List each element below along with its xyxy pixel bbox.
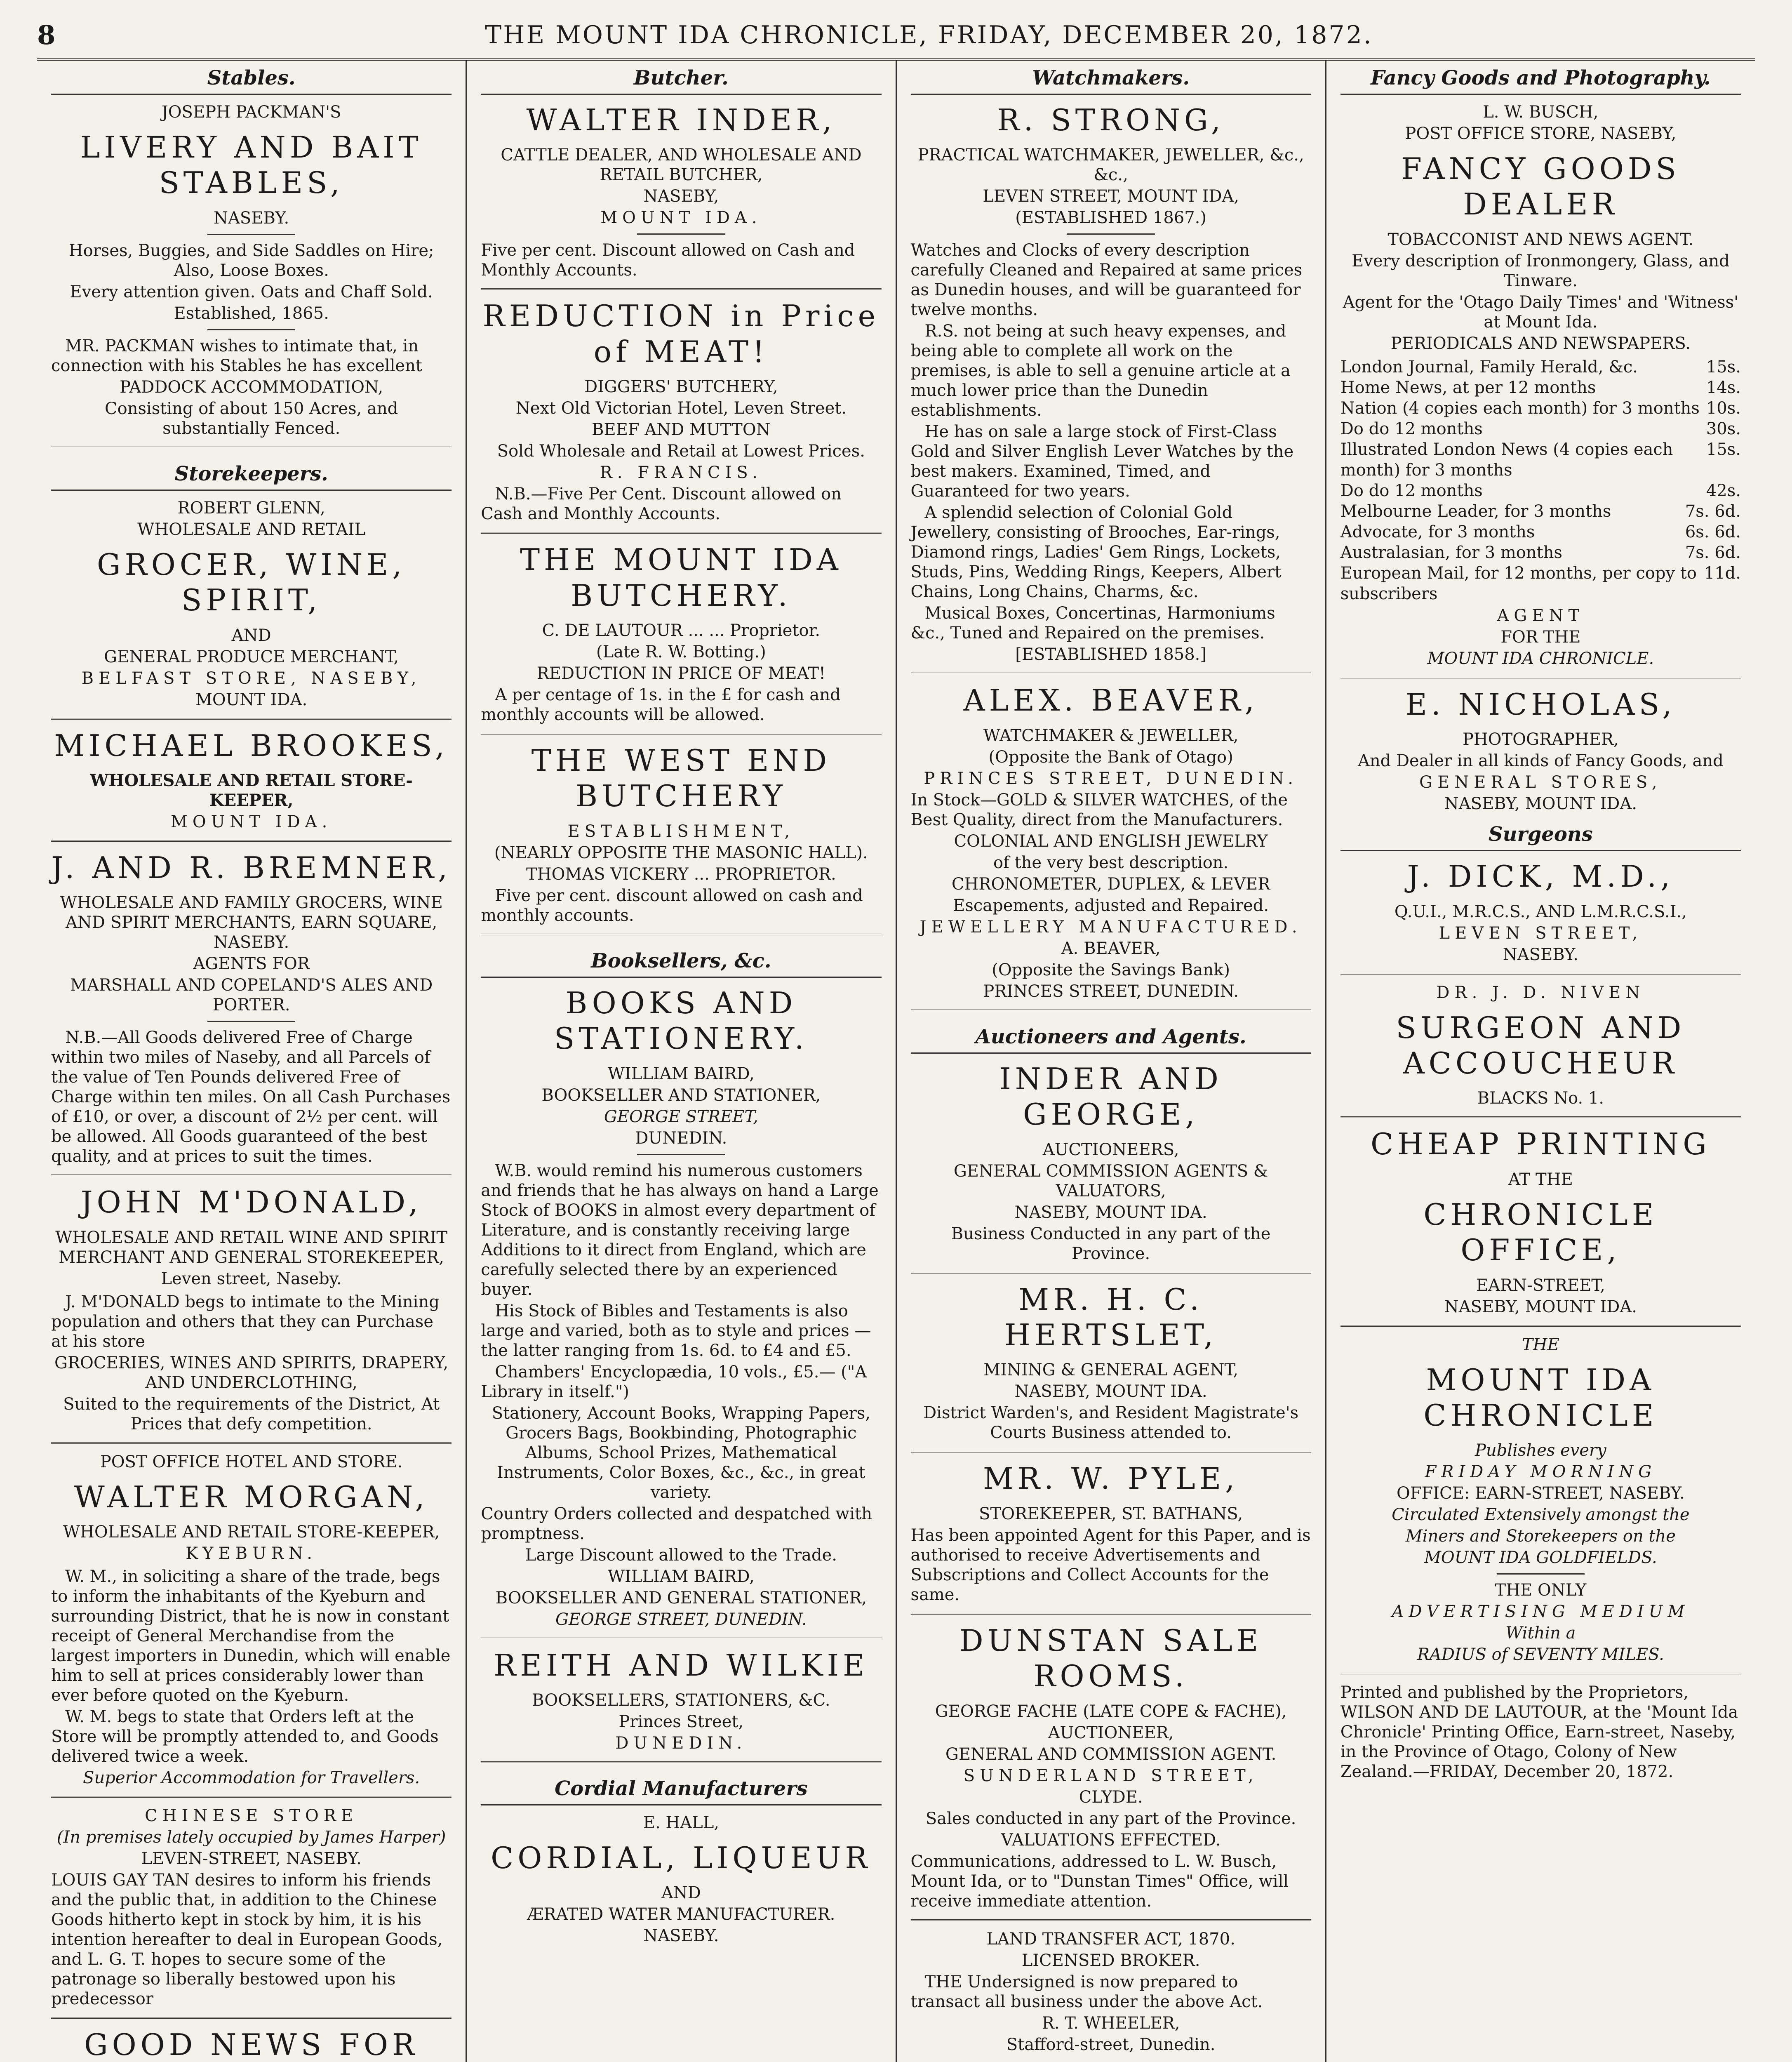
advertisement [51,498,452,710]
price-item: Melbourne Leader, for 3 months [1340,501,1611,521]
ad-text: ROBERT GLENN, [177,498,325,518]
ad-text: DUNEDIN. [635,1128,727,1148]
ad-text: JOSEPH PACKMAN'S [161,103,341,122]
ad-text: CHINESE STORE [145,1806,358,1826]
ad-text: THE WEST END BUTCHERY [531,743,831,814]
price-list-row [1340,398,1741,419]
ad-text: J. M'DONALD begs to intimate to the Mining population and others that they can Purchase at his store [51,1292,440,1351]
ad-text: R. STRONG, [997,103,1225,137]
section-heading: Watchmakers. [911,61,1311,95]
column-rule [51,1175,452,1176]
advertisement [51,2027,452,2062]
price-value: 14s. [1706,378,1741,397]
price-value: 10s. [1706,398,1741,418]
advertisement-columns [37,61,1755,2062]
ad-text: CHRONICLE OFFICE, [1423,1197,1658,1268]
ad-text: Five per cent. Discount allowed on Cash and Monthly Accounts. [481,241,855,280]
price-value: 30s. [1706,419,1741,438]
ad-text: OFFICE: EARN-STREET, NASEBY. [1396,1484,1685,1503]
ad-text: Consisting of about 150 Acres, and substantially Fenced. [105,399,398,438]
ad-text: Sales conducted in any part of the Province. [925,1809,1296,1828]
ad-text: AND [661,1883,701,1903]
ad-text: District Warden's, and Resident Magistrate's Courts Business attended to. [923,1403,1299,1443]
column-rule [1340,677,1741,678]
ad-text: E. HALL, [643,1813,719,1832]
ad-text: NASEBY, MOUNT IDA. [1444,794,1637,814]
ad-text: (In premises lately occupied by James Harper) [56,1828,446,1847]
advertisement [51,1028,452,1166]
price-list-row [1340,563,1741,604]
ad-text: Musical Boxes, Concertinas, Harmoniums &c., Tuned and Repaired on the premises. [910,604,1275,643]
ad-text: Superior Accommodation for Travellers. [83,1768,420,1788]
advertisement [51,1292,452,1434]
ad-text: BEEF AND MUTTON [592,420,771,440]
ad-text: STOREKEEPER, ST. BATHANS, [979,1504,1243,1523]
ad-text: J. AND R. BREMNER, [51,850,452,885]
ad-text: PRACTICAL WATCHMAKER, JEWELLER, &c., &c., [917,146,1304,185]
ad-text: MINING & GENERAL AGENT, [983,1361,1238,1380]
ad-text: GENERAL COMMISSION AGENTS & VALUATORS, [953,1161,1268,1200]
advertisement [481,1648,881,1753]
section-heading: Fancy Goods and Photography. [1340,61,1741,95]
ad-text: CHRONOMETER, DUPLEX, & LEVER [951,874,1270,894]
ad-text: JEWELLERY MANUFACTURED. [920,917,1302,937]
ad-text: REDUCTION IN PRICE OF MEAT! [536,664,826,683]
advertisement [1340,687,1741,814]
price-item: Nation (4 copies each month) for 3 months [1340,398,1700,418]
column-rule [911,673,1311,674]
advertisement [481,240,881,280]
section-heading: Storekeepers. [51,457,452,491]
column-2 [466,61,895,2062]
ad-text: L. W. BUSCH, [1483,103,1599,122]
ad-text: TOBACCONIST AND NEWS AGENT. [1388,230,1694,249]
price-item: Do do 12 months [1340,481,1483,500]
advertisement [51,1567,452,1788]
ad-text: MOUNT IDA CHRONICLE. [1427,649,1654,668]
ad-text: CORDIAL, LIQUEUR [491,1840,872,1875]
ad-text: He has on sale a large stock of First-Class Gold and Silver English Lever Watches by the best makers. Examined, Timed, and Guaranteed for two years. [910,422,1294,501]
price-item: Home News, at per 12 months [1340,378,1596,397]
advertisement [1340,859,1741,964]
short-rule [1067,233,1155,235]
advertisement [481,542,881,725]
ad-text: CATTLE DEALER, AND WHOLESALE AND RETAIL BUTCHER, [501,146,862,185]
ad-text: ADVERTISING MEDIUM [1392,1602,1690,1622]
column-rule [51,2017,452,2019]
ad-text: RADIUS of SEVENTY MILES. [1417,1645,1664,1664]
ad-text: AT THE [1508,1170,1573,1189]
price-list-row [1340,419,1741,439]
ad-text: Publishes every [1475,1441,1606,1460]
price-item: Australasian, for 3 months [1340,543,1562,562]
column-rule [51,718,452,720]
ad-text: LAND TRANSFER ACT, 1870. [986,1929,1235,1949]
ad-text: A splendid selection of Colonial Gold Jewellery, consisting of Brooches, Ear-rings, Diamond rings, Ladies' Gem Rings, Lockets, Studs, Pins, Wedding Rings, Keepers, Albert Chains, Long Chains, Charms, &c. [910,503,1282,602]
ad-text: BLACKS No. 1. [1477,1089,1604,1108]
ad-text: of the very best description. [993,853,1229,872]
ad-text: THE ONLY [1495,1581,1587,1600]
ad-text: WHOLESALE AND RETAIL [137,520,366,539]
ad-text: WALTER INDER, [526,103,836,137]
ad-text: SURGEON AND ACCOUCHEUR [1396,1010,1686,1080]
ad-text: AGENTS FOR [193,954,310,974]
column-rule [911,1010,1311,1011]
ad-text: AUCTIONEERS, [1042,1140,1179,1159]
price-value: 7s. 6d. [1685,501,1741,521]
ad-text: THE Undersigned is now prepared to transact all business under the above Act. [910,1972,1263,2011]
price-list-row [1340,439,1741,480]
ad-text: Circulated Extensively amongst the [1392,1505,1690,1525]
column-rule [51,1442,452,1444]
advertisement [1340,1126,1741,1316]
ad-text: FANCY GOODS DEALER [1401,151,1680,222]
ad-text: GEORGE STREET, DUNEDIN. [555,1610,807,1629]
ad-text: (Opposite the Savings Bank) [992,960,1230,979]
advertisement [911,1461,1311,1604]
ad-text: BOOKSELLER AND STATIONER, [541,1085,821,1105]
ad-text: GOOD NEWS FOR [84,2027,419,2062]
advertisement [481,102,881,228]
ad-text: NASEBY. [1503,945,1578,964]
advertisement [481,1813,881,1946]
ad-text: PERIODICALS AND NEWSPAPERS. [1390,334,1691,353]
price-item: London Journal, Family Herald, &c. [1340,357,1638,377]
advertisement [51,1452,452,1563]
ad-text: Chambers' Encyclopædia, 10 vols., £5.— ("A Library in itself.") [481,1362,867,1401]
ad-text: Within a [1505,1624,1576,1643]
ad-text: WALTER MORGAN, [74,1479,429,1514]
ad-text: SUNDERLAND STREET, [963,1766,1258,1785]
ad-text: BOOKS AND STATIONERY. [554,985,808,1056]
ad-text: GENERAL AND COMMISSION AGENT. [945,1744,1277,1764]
ad-text: Miners and Storekeepers on the [1405,1527,1676,1546]
ad-text: J. DICK, M.D., [1407,859,1674,894]
price-list-row [1340,480,1741,501]
ad-text: MARSHALL AND COPELAND'S ALES AND PORTER. [70,976,433,1015]
newspaper-title: THE MOUNT IDA CHRONICLE, FRIDAY, DECEMBER 20, 1872. [485,21,1373,49]
price-list-row [1340,501,1741,522]
ad-text: Communications, addressed to L. W. Busch, Mount Ida, or to "Dunstan Times" Office, will receive immediate attention. [910,1852,1289,1911]
advertisement [911,1282,1311,1443]
ad-text: DUNEDIN. [615,1733,747,1753]
price-value: 11d. [1704,563,1741,583]
short-rule [637,1154,725,1155]
ad-text: Escapements, adjusted and Repaired. [953,896,1269,915]
price-value: 15s. [1706,357,1741,377]
ad-text: Q.U.I., M.R.C.S., AND L.M.R.C.S.I., [1394,902,1687,921]
section-heading: Butcher. [481,61,881,95]
ad-text: DIGGERS' BUTCHERY, [584,377,778,397]
ad-text: W. M., in soliciting a share of the trade, begs to inform the inhabitants of the Kyeburn and surrounding District, that he is now in constant receipt of General Merchandise from the largest importers in Dunedin, which will enable him to sell at prices considerably lower than ever before quoted on the Kyeburn. [51,1567,451,1705]
column-rule [481,532,881,534]
ad-text: WHOLESALE AND FAMILY GROCERS, WINE AND SPIRIT MERCHANTS, EARN SQUARE, NASEBY. [60,893,443,952]
advertisement [481,1161,881,1629]
ad-text: THE [1522,1335,1559,1354]
ad-text: His Stock of Bibles and Testaments is also large and varied, both as to style and prices —the latter ranging from 1s. 6d. to £4 and £5. [481,1301,871,1360]
column-rule [51,1796,452,1798]
column-rule [51,840,452,842]
advertisement [911,102,1311,228]
ad-text: MOUNT IDA GOLDFIELDS. [1424,1548,1657,1568]
ad-text: ÆRATED WATER MANUFACTURER. [527,1905,835,1924]
page-number: 8 [37,19,56,51]
price-value: 7s. 6d. [1685,543,1741,562]
ad-text: In Stock—GOLD & SILVER WATCHES, of the Best Quality, direct from the Manufacturers. [910,790,1288,829]
ad-text: FRIDAY MORNING [1425,1462,1657,1482]
price-value: 6s. 6d. [1685,522,1741,541]
advertisement [911,683,1311,1001]
advertisement [481,743,881,925]
ad-text: WHOLESALE AND RETAIL WINE AND SPIRIT MERCHANT AND GENERAL STOREKEEPER, [55,1228,448,1267]
column-rule [1340,1673,1741,1674]
ad-text: ESTABLISHMENT, [567,822,795,841]
ad-text: LIVERY AND BAIT STABLES, [80,130,423,200]
price-list [1340,357,1741,604]
ad-text: GENERAL PRODUCE MERCHANT, [104,647,399,666]
column-rule [481,288,881,290]
column-rule [1340,1325,1741,1327]
column-rule [481,1761,881,1763]
ad-text: AGENT [1497,606,1585,625]
advertisement [911,1061,1311,1264]
ad-text: THOMAS VICKERY ... PROPRIETOR. [526,864,836,884]
ad-text: LEVEN STREET, [1439,923,1643,943]
ad-text: GENERAL STORES, [1419,773,1662,792]
ad-text: Has been appointed Agent for this Paper, and is authorised to receive Advertisements and Subscriptions and Collect Accounts for the same. [910,1525,1311,1604]
ad-text: R.S. not being at such heavy expenses, and being able to complete all work on the premises, is able to sell a genuine article at a much lower price than the Dunedin establishments. [910,322,1291,420]
ad-text: NASEBY, MOUNT IDA. [1014,1382,1207,1401]
advertisement [51,102,452,228]
ad-text: Suited to the requirements of the District, At Prices that defy competition. [63,1394,440,1434]
ad-text: And Dealer in all kinds of Fancy Goods, and [1357,751,1724,771]
column-4 [1325,61,1755,2062]
column-rule [911,1613,1311,1615]
ad-text: Every attention given. Oats and Chaff Sold. [70,282,433,301]
ad-text: DUNSTAN SALE ROOMS. [959,1623,1263,1694]
ad-text: C. DE LAUTOUR ... ... Proprietor. [542,621,821,640]
ad-text: Business Conducted in any part of the Province. [951,1224,1271,1263]
section-heading: Booksellers, &c. [481,944,881,978]
ad-text: NASEBY, [643,187,719,206]
ad-text: CHEAP PRINTING [1370,1127,1711,1162]
ad-text: WILLIAM BAIRD, [607,1567,755,1586]
ad-text: COLONIAL AND ENGLISH JEWELRY [954,831,1268,851]
advertisement [51,336,452,438]
ad-text: POST OFFICE HOTEL AND STORE. [100,1452,403,1471]
column-rule [481,733,881,734]
ad-text: BOOKSELLER AND GENERAL STATIONER, [495,1588,867,1608]
ad-text: Horses, Buggies, and Side Saddles on Hire; Also, Loose Boxes. [68,241,434,280]
ad-text: GEORGE STREET, [604,1107,758,1126]
ad-text: N.B.—Five Per Cent. Discount allowed on Cash and Monthly Accounts. [481,485,842,524]
advertisement [911,240,1311,664]
advertisement [1340,1335,1741,1568]
price-item: Advocate, for 3 months [1340,522,1535,541]
advertisement [51,1184,452,1288]
ad-text: MR. PACKMAN wishes to intimate that, in connection with his Stables he has excellent [51,336,422,375]
ad-text: N.B.—All Goods delivered Free of Charge within two miles of Naseby, and all Parcels of the value of Ten Pounds delivered Free of Charge within ten miles. On all Cash Purchases of £10, or over, a discount of 2½ per cent. will be allowed. All Goods guaranteed of the best quality, and at prices to suit the times. [51,1028,451,1166]
short-rule [1497,1573,1585,1575]
short-rule [207,234,296,235]
ad-text: BOOKSELLERS, STATIONERS, &C. [532,1690,830,1710]
advertisement [51,850,452,1015]
ad-text: (ESTABLISHED 1867.) [1015,208,1206,228]
ad-text: Sold Wholesale and Retail at Lowest Prices. [497,442,865,461]
ad-text: MOUNT IDA. [195,690,308,709]
short-rule [207,1021,296,1022]
ad-text: WHOLESALE AND RETAIL STORE-KEEPER, [90,770,413,810]
ad-text: LOUIS GAY TAN desires to inform his friends and the public that, in addition to the Chinese Goods hitherto kept in stock by him, it is his intention hereafter to deal in European Goods, and L. G. T. hopes to secure some of the patronage so liberally bestowed upon his predecessor [51,1871,443,2009]
price-list-row [1340,377,1741,398]
advertisement [51,1806,452,2009]
ad-text: MR. H. C. HERTSLET, [1004,1282,1218,1352]
column-1 [37,61,466,2062]
ad-text: Next Old Victorian Hotel, Leven Street. [515,399,847,418]
ad-text: DR. J. D. NIVEN [1436,983,1645,1002]
short-rule [637,233,725,235]
advertisement [51,728,452,832]
section-heading: Auctioneers and Agents. [911,1019,1311,1054]
ad-text: MR. W. PYLE, [983,1461,1239,1496]
ad-text: MOUNT IDA. [600,208,762,228]
ad-text: Agent for the 'Otago Daily Times' and 'Witness' at Mount Ida. [1343,292,1739,332]
column-rule [1340,973,1741,975]
section-heading: Stables. [51,61,452,95]
ad-text: Leven street, Naseby. [161,1269,342,1288]
price-list-row [1340,542,1741,563]
ad-text: E. NICHOLAS, [1405,687,1676,722]
ad-text: MOUNT IDA CHRONICLE [1423,1362,1658,1433]
ad-text: LEVEN STREET, MOUNT IDA, [983,187,1239,206]
ad-text: W.B. would remind his numerous customers and friends that he has always on hand a Large Stock of BOOKS in almost every department of Literature, and is constantly receiving large Additions to it direct from England, which are carefully selected there by an experienced buyer. [481,1161,879,1299]
ad-text: Country Orders collected and despatched with promptness. [481,1504,872,1543]
ad-text: A per centage of 1s. in the £ for cash and monthly accounts will be allowed. [481,685,841,724]
column-3 [896,61,1325,2062]
ad-text: GEORGE FACHE (LATE COPE & FACHE), [935,1702,1287,1721]
price-value: 42s. [1706,481,1741,500]
ad-text: EARN-STREET, [1476,1276,1605,1295]
ad-text: BELFAST STORE, NASEBY, [81,669,421,688]
price-item: Illustrated London News (4 copies each month) for 3 months [1340,440,1673,480]
ad-text: AUCTIONEER, [1048,1723,1174,1742]
advertisement [1340,1580,1741,1664]
column-rule [481,934,881,935]
advertisement [1340,1683,1741,1782]
ad-text: Five per cent. discount allowed on cash and monthly accounts. [481,886,863,925]
ad-text: Stationery, Account Books, Wrapping Papers, Grocers Bags, Bookbinding, Photographic Albums, School Prizes, Mathematical Instruments, Color Boxes, &c., &c., in great variety. [492,1403,871,1502]
ad-text: WATCHMAKER & JEWELLER, [983,726,1239,745]
masthead [37,12,1755,61]
advertisement [1340,606,1741,669]
ad-text: VALUATIONS EFFECTED. [1001,1830,1221,1850]
ad-text: A. BEAVER, [1061,939,1161,958]
ad-text: Established, 1865. [174,304,329,323]
short-rule [207,329,296,330]
column-rule [51,447,452,448]
advertisement [51,241,452,323]
advertisement [911,1929,1311,2055]
ad-text: NASEBY. [214,208,289,228]
ad-text: REITH AND WILKIE [494,1648,869,1683]
price-item: European Mail, for 12 months, per copy to subscribers [1340,563,1697,603]
ad-text: JOHN M'DONALD, [80,1185,422,1220]
price-value: 15s. [1706,440,1741,459]
column-rule [911,1272,1311,1273]
ad-text: NASEBY. [643,1926,719,1946]
ad-text: AND [231,626,271,645]
ad-text: MOUNT IDA. [170,812,332,831]
ad-text: PRINCES STREET, DUNEDIN. [983,982,1239,1001]
ad-text: R. T. WHEELER, [1042,2013,1180,2033]
ad-text: POST OFFICE STORE, NASEBY, [1405,124,1677,143]
ad-text: FOR THE [1500,627,1581,647]
ad-text: Watches and Clocks of every description carefully Cleaned and Repaired at same prices as Dunedin houses, and will be guaranteed for twelve months. [910,241,1303,320]
ad-text: PRINCES STREET, DUNEDIN. [924,769,1298,788]
ad-text: PADDOCK ACCOMMODATION, [120,377,383,397]
advertisement [1340,102,1741,353]
ad-text: Printed and published by the Proprietors, WILSON AND DE LAUTOUR, at the 'Mount Ida Chronicle' Printing Office, Earn-street, Naseby, in the Province of Otago, Colony of New Zealand.—FRIDAY, December 20, 1872. [1340,1683,1738,1782]
ad-text: PHOTOGRAPHER, [1462,730,1619,749]
ad-text: R. FRANCIS. [600,463,763,483]
column-rule [911,1451,1311,1452]
ad-text: LEVEN-STREET, NASEBY. [141,1849,362,1869]
column-rule [911,1919,1311,1921]
ad-text: KYEBURN. [186,1544,317,1563]
ad-text: W. M. begs to state that Orders left at the Store will be promptly attended to, and Goods delivered twice a week. [51,1707,439,1766]
ad-text: WHOLESALE AND RETAIL STORE-KEEPER, [63,1523,440,1542]
ad-text: NASEBY, MOUNT IDA. [1444,1297,1637,1316]
ad-text: WILLIAM BAIRD, [607,1064,755,1083]
column-rule [1340,1116,1741,1118]
advertisement [481,985,881,1148]
ad-text: REDUCTION in Price of MEAT! [482,299,880,369]
ad-text: (Opposite the Bank of Otago) [988,747,1233,767]
ad-text: Large Discount allowed to the Trade. [525,1545,837,1565]
price-list-row [1340,357,1741,377]
section-heading: Surgeons [1340,817,1741,851]
ad-text: GROCER, WINE, SPIRIT, [96,547,406,618]
ad-text: THE MOUNT IDA BUTCHERY. [520,542,842,613]
ad-text: ALEX. BEAVER, [963,683,1258,718]
advertisement [481,298,881,524]
price-list-row [1340,522,1741,542]
advertisement [1340,983,1741,1109]
ad-text: Princes Street, [618,1712,744,1731]
ad-text: Stafford-street, Dunedin. [1006,2035,1216,2054]
advertisement [911,1623,1311,1911]
ad-text: Every description of Ironmongery, Glass, and Tinware. [1352,251,1730,290]
ad-text: INDER AND GEORGE, [999,1061,1223,1132]
ad-text: GROCERIES, WINES AND SPIRITS, DRAPERY, AND UNDERCLOTHING, [54,1353,449,1392]
column-rule [481,1638,881,1639]
ad-text: NASEBY, MOUNT IDA. [1014,1203,1207,1222]
section-heading: Cordial Manufacturers [481,1771,881,1805]
ad-text: CLYDE. [1079,1787,1143,1807]
ad-text: (Late R. W. Botting.) [596,642,766,661]
price-item: Do do 12 months [1340,419,1483,438]
ad-text: [ESTABLISHED 1858.] [1015,645,1206,664]
ad-text: LICENSED BROKER. [1021,1951,1200,1970]
ad-text: MICHAEL BROOKES, [54,728,449,763]
ad-text: (NEARLY OPPOSITE THE MASONIC HALL). [494,843,868,862]
